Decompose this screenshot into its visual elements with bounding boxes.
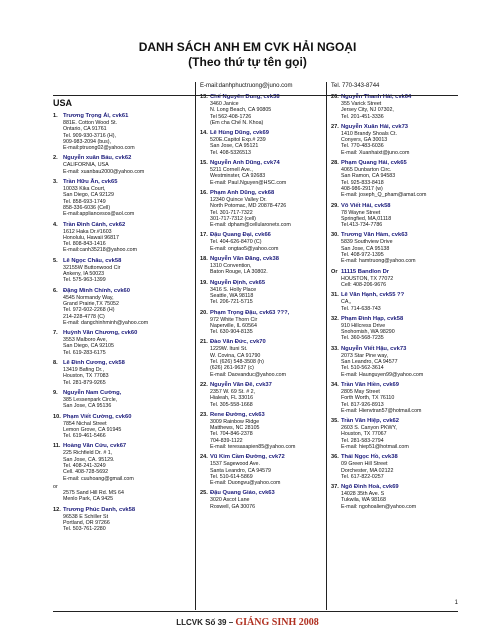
entry-line: 5211 Cornell Ave., <box>210 167 253 174</box>
entry-line: W. Covina, CA 91790 <box>210 352 261 359</box>
entry-line: Tel. 301-717-7322 <box>210 209 253 216</box>
entry-line: Tel. 281-583-2794 <box>341 437 384 444</box>
entry-line: CALIFORNIA, USA <box>63 162 109 169</box>
entry-line: Tel. 808-843-1416 <box>63 241 106 248</box>
entry-number: 29. <box>331 202 339 209</box>
entry-line: Springfied, MA,01118 <box>341 215 392 222</box>
entry-number: Or <box>331 268 338 275</box>
entry-number: 31. <box>331 292 339 299</box>
entry-line: 14028 35th Ave. S <box>341 491 385 498</box>
entry-line: Tel. 503-761-2280 <box>63 526 106 533</box>
entry-line: Tel. 510-562-3614 <box>341 365 384 372</box>
entry-line: E-mail: teresasapien85@yahoo.com <box>210 443 296 450</box>
address-entry <box>53 330 195 356</box>
section-heading-usa: USA <box>53 98 73 108</box>
entry-line: San Leandro, CA 94577 <box>341 359 398 366</box>
entry-line: Tel. 714-638-743 <box>341 305 381 312</box>
entry-line: 4065 Dunbarton Circ. <box>341 167 392 174</box>
entry-line: 32155W Buttonwood Cir <box>63 264 121 271</box>
entry-line: 881E. Cotton Wood St. <box>63 120 118 126</box>
entry-name: Trương Phúc Danh, cvk58 <box>63 506 136 513</box>
entry-number: 22. <box>200 381 208 388</box>
entry-list-2 <box>200 94 327 510</box>
entry-line: Westminster, CA 92683 <box>210 173 266 180</box>
entry-name: Nguyễn Văn Đăng, cvk38 <box>210 256 279 263</box>
entry-line: Tel. 305-558-1668 <box>210 401 253 408</box>
entry-number: 2. <box>53 155 58 162</box>
entry-line: 2805 May Street <box>341 388 380 395</box>
address-entry <box>53 155 195 175</box>
entry-line: E-mail:canh35218@yahoo.com <box>63 247 137 254</box>
entry-line: 3553 Malboro Ave, <box>63 337 108 344</box>
entry-name: Trần Văn Hiệp, cvk62 <box>341 418 399 425</box>
entry-line: E-mail: hiep51@hotmail.com <box>341 443 409 450</box>
address-entry <box>200 310 327 336</box>
entry-number: 28. <box>331 160 339 167</box>
entry-name: Phạm Trọng Đậu, cvk63 ???, <box>210 309 290 316</box>
entry-line: 5839 Southview Drive <box>341 239 393 246</box>
entry-line: 355 Varick Street <box>341 101 382 107</box>
entry-line: 3460 Janice <box>210 101 239 107</box>
entry-line: E-mail: joseph_Q_pham@amat.com <box>341 192 427 199</box>
entry-line: Hialeah, FL 33016 <box>210 395 254 402</box>
entry-line: Houston, TX 77067 <box>341 431 387 438</box>
entry-name: Phạm Quang Hải, cvk65 <box>341 160 407 167</box>
entry-line: 408-986-2917 (w) <box>341 185 383 192</box>
entry-number: 9. <box>53 389 58 396</box>
entry-line: E-mail: xuanbau2000@yahoo.com <box>63 168 145 175</box>
entry-line: E-mail: cuuhoang@gmail.com <box>63 475 134 482</box>
entry-line: Tel. 206-721-5715 <box>210 299 253 306</box>
entry-line: Matthews, NC 28105 <box>210 425 260 432</box>
entry-line: E-mail: Haunguyen99@yahoo.com <box>341 371 424 378</box>
entry-name: Đặng Minh Chính, cvk60 <box>63 287 130 294</box>
entry-line: Seattle, WA 98118 <box>210 292 254 299</box>
entry-line: 12340 Quince Valley Dr. <box>210 196 267 203</box>
address-entry <box>331 160 459 198</box>
entry-line: E-mail: Daovanduc@yahoo.com <box>210 371 287 378</box>
entry-line: Tel. 619-461-5466 <box>63 433 106 440</box>
entry-name: Nguyễn Văn Đê, cvk37 <box>210 381 272 388</box>
entry-number: 23. <box>200 411 208 418</box>
entry-line: 4545 Normandy Way, <box>63 294 114 301</box>
entry-line-alt: 2575 Sand Hill Rd. MS 64 <box>63 490 124 497</box>
entry-number: 6. <box>53 287 58 294</box>
entry-line: Tel. 201-451-3336 <box>341 113 384 120</box>
entry-name: Lê Văn Hạnh, cvk55 ?? <box>341 292 405 299</box>
entry-line: 214-228-4778 (C) <box>63 313 105 320</box>
footer-issue: LLCVK Số 39 – <box>176 618 234 627</box>
entry-line: Santa Leandro, CA 94579 <box>210 467 271 474</box>
entry-line: San Ramon, CA 94583 <box>341 173 396 180</box>
address-entry <box>200 454 327 486</box>
address-entry <box>200 256 327 276</box>
entry-number: 17. <box>200 232 208 239</box>
address-entry <box>200 339 327 377</box>
entry-line: 10033 Kika Court, <box>63 186 106 193</box>
entry-number: 36. <box>331 454 339 461</box>
entry-name: Phạm Anh Dũng, cvk68 <box>210 189 275 196</box>
entry-name: Lê Hùng Dũng, cvk69 <box>210 130 269 137</box>
entry-name: Trần Hữu Ân, cvk65 <box>63 179 118 186</box>
entry-line: 910 Hillcress Drive <box>341 322 386 329</box>
entry-name: Nguyễn xuân Báu, cvk62 <box>63 155 132 162</box>
entry-line: 225 Richfield Dr. # 1, <box>63 450 113 457</box>
entry-number: 12. <box>53 506 61 513</box>
entry-line: Tel. 408-241-3249 <box>63 462 106 469</box>
entry-line: E-mail: Paul.Nguyen@HSC.com <box>210 179 287 186</box>
entry-line: Tel. 770-483-6036 <box>341 143 384 150</box>
address-entry <box>331 94 459 120</box>
entry-line: San Jose, CA 95138 <box>341 245 390 252</box>
entry-line: 301-717-7312 (cell) <box>210 215 256 222</box>
address-entry <box>200 382 327 408</box>
or-separator: or <box>53 483 58 490</box>
entry-line: Tel. 972-602-2268 (H) <box>63 307 115 314</box>
address-entry <box>200 130 327 156</box>
entry-line: 78 Wayne Street <box>341 209 381 216</box>
entry-line: Portland, OR 97266 <box>63 520 110 527</box>
entry-line: Ankeny, IA 50023 <box>63 271 105 278</box>
entry-name: Thái Ngọc Hồ, cvk38 <box>341 454 398 461</box>
entry-name: Nguyễn Xuân Hải, cvk73 <box>341 123 409 130</box>
entry-name: 11115 Bandlon Dr <box>341 268 390 275</box>
entry-name: Nguyễn Thanh Hải, cvk64 <box>341 94 412 100</box>
address-entry <box>53 288 195 326</box>
page-number: 1 <box>454 600 458 606</box>
entry-line: E-mail: Xuanhaixt@juno.com <box>341 149 410 156</box>
address-entry <box>53 113 195 151</box>
entry-name: Nguyễn Anh Dũng, cvk74 <box>210 160 280 167</box>
entry-list-1 <box>53 113 195 533</box>
entry-line: 1410 Brandy Shoals Ct. <box>341 130 397 137</box>
entry-number: 3. <box>53 179 58 186</box>
entry-line: HOUSTON, TX 77072 <box>341 275 394 282</box>
entry-name: Trần Đình Cảnh, cvk62 <box>63 221 126 228</box>
entry-number: 19. <box>200 279 208 286</box>
entry-line: 1612 Haka Dr.#1603 <box>63 228 112 235</box>
header-rule <box>53 95 458 96</box>
address-entry <box>331 418 459 450</box>
entry-line: Tel. 408-5326513 <box>210 149 251 156</box>
entry-line: Tel. 510-614-5869 <box>210 473 253 480</box>
address-entry <box>53 222 195 254</box>
entry-line: Baton Rouge, LA 30802. <box>210 269 268 276</box>
entry-line: Naperville, IL 60564 <box>210 322 257 329</box>
entry-name: Phạm Đình Hạp, cvk58 <box>341 315 404 322</box>
entry-number: 8. <box>53 360 58 367</box>
entry-number: 37. <box>331 484 339 491</box>
footer-rule <box>53 611 458 612</box>
entry-line: Tel.413-734-7786 <box>341 222 383 229</box>
entry-number: 27. <box>331 123 339 130</box>
entry-line: North Potomac, MD 20878-4726 <box>210 203 287 210</box>
entry-number: 7. <box>53 330 58 337</box>
address-entry <box>200 94 327 126</box>
entry-number: 35. <box>331 418 339 425</box>
entry-line: San Diego, CA 92105 <box>63 343 114 350</box>
entry-line: Tel. 817-926-8913 <box>341 401 384 408</box>
entry-line: Tel 562-408-1726 <box>210 113 252 120</box>
footer <box>0 617 495 628</box>
entry-name: Võ Viết Hải, cvk58 <box>341 202 391 209</box>
address-entry <box>200 190 327 228</box>
entry-number: 34. <box>331 381 339 388</box>
address-entry <box>53 258 195 284</box>
entry-line: Tel. 281-879-9265 <box>63 379 106 386</box>
entry-line: E-mail:ptruong02@yahoo.com <box>63 145 135 152</box>
entry-line: E-mail:appliancesos@aol.com <box>63 211 135 218</box>
entry-line: 2073 Star Pine way, <box>341 352 389 359</box>
entry-name: Phạm Viết Cường, cvk60 <box>63 413 132 420</box>
page-subtitle: (Theo thứ tự tên gọi) <box>188 55 307 69</box>
entry-name: Chế Nguyên Dung, cvk38 <box>210 94 280 100</box>
entry-number: 25. <box>200 490 208 497</box>
entry-line: E-mail: ngohoalien@yahoo.com <box>341 503 417 510</box>
entry-line: Conyers, GA 30013 <box>341 137 388 144</box>
entry-line: 1537 Sagewood Ave. <box>210 461 260 468</box>
entry-line: Tel. 630-904-8135 <box>210 329 253 336</box>
entry-name: Lê Đình Cương, cvk58 <box>63 360 125 367</box>
entry-line: 1310 Convention, <box>210 263 252 270</box>
entry-line: Tel. 619-283-6175 <box>63 349 106 356</box>
entry-line: CA,, <box>341 299 352 306</box>
entry-number: 16. <box>200 189 208 196</box>
address-entry <box>331 124 459 156</box>
footer-edition: GIÁNG SINH 2008 <box>235 617 319 628</box>
entry-line: Snohomish, WA 98290 <box>341 329 395 336</box>
entry-number: 18. <box>200 256 208 263</box>
entry-line: Tel. 617-822-0257 <box>341 473 384 480</box>
entry-line: Tel. 404-626-8470 (C) <box>210 239 262 246</box>
entry-line: 3009 Rainbow Ridge <box>210 418 260 425</box>
entry-line: Dorchester, MA 02122 <box>341 467 394 474</box>
entry-name: Trương Văn Hàm, cvk63 <box>341 232 408 239</box>
entry-line: 96538 E Schiller St <box>63 513 109 520</box>
page-title: DANH SÁCH ANH EM CVK HẢI NGOẠI <box>138 40 357 54</box>
entry-line: Tel. 704-846-2378 <box>210 431 253 438</box>
entry-list-3 <box>331 94 459 510</box>
entry-name: Vũ Kim Cầm Đường, cvk72 <box>210 454 285 461</box>
entry-line: (Em cha Chế N. Khoa) <box>210 119 264 126</box>
entry-number: 11. <box>53 443 61 450</box>
entry-line: San Jose, CA 95121 <box>210 143 259 150</box>
entry-line: E-mail: dangchinhminh@yahoo.com <box>63 319 149 326</box>
entry-line: E-mail: hamtruong@yahoo.com <box>341 258 416 265</box>
column-1 <box>53 82 195 610</box>
address-entry <box>200 160 327 186</box>
entry-line: Tel. 909-930-3716 (H), <box>63 132 116 139</box>
entry-number: 4. <box>53 221 58 228</box>
entry-number: 20. <box>200 309 208 316</box>
entry-number: 5. <box>53 257 58 264</box>
entry-line-alt: Menlo Park, CA 9425 <box>63 496 114 503</box>
entry-number: 21. <box>200 339 208 346</box>
entry-line: 520E.Capitol Exp.# 239 <box>210 137 266 144</box>
entry-line: Tel. 858-693-1749 <box>63 198 106 205</box>
entry-line: 7854 Nichal Street <box>63 420 107 427</box>
entry-line: E-mail: dpham@cellularonetx.com <box>210 222 291 229</box>
entry-name: Đậu Quang Giáo, cvk63 <box>210 490 275 497</box>
address-entry <box>331 484 459 510</box>
entry-line: Cell: 408-206-9676 <box>341 281 387 288</box>
address-entry <box>331 269 459 289</box>
entry-number: 32. <box>331 315 339 322</box>
entry-line: 13419 Bafing Dr., <box>63 367 104 374</box>
entry-name: Hoàng Văn Cửu, cvk67 <box>63 443 127 450</box>
address-entry <box>53 179 195 217</box>
column-3 <box>326 82 459 610</box>
col2-top-email: E-mail:danhphuctruong@juno.com <box>200 83 293 89</box>
entry-line: Houston, TX 77083 <box>63 373 109 380</box>
address-entry <box>331 346 459 378</box>
address-entry <box>331 203 459 229</box>
address-entry <box>53 507 195 533</box>
entry-line: 2357 W. 69 St. # 2, <box>210 388 256 395</box>
entry-number: 14. <box>200 130 208 137</box>
address-entry <box>53 360 195 386</box>
entry-line: Tel. (626) 548-3508 (h) <box>210 359 264 366</box>
entry-name: Nguyễn Nam Cường, <box>63 389 122 396</box>
entry-line: 385 Lessenpark Circle, <box>63 396 118 403</box>
entry-line: 972 White Thorn Cir <box>210 316 258 323</box>
address-entry <box>331 382 459 414</box>
entry-line: Tel. 360-568-7235 <box>341 335 384 342</box>
entry-name: Nguyễn Viết Hậu, cvk73 <box>341 345 407 352</box>
entry-line: Roswell, GA 30076 <box>210 503 256 510</box>
entry-line: 3020 Ascot Lane <box>210 497 250 504</box>
entry-line: (626) 261-9637 (c) <box>210 365 254 372</box>
entry-line: San Diego, CA 92129 <box>63 192 114 199</box>
address-entry <box>331 232 459 264</box>
entry-line: Forth Worth, TX 76110 <box>341 395 395 402</box>
entry-line: Lemon Grove, CA 91945 <box>63 426 122 433</box>
entry-line: 09 Green Hill Street <box>341 461 388 468</box>
entry-line: 1229W. Ituni St. <box>210 346 248 353</box>
col3-top-tel: Tel. 770-343-8744 <box>331 83 380 89</box>
entry-name: Đậu Quang Đại, cvk66 <box>210 232 271 239</box>
entry-line: 3416 S. Holly Place <box>210 286 257 293</box>
entry-line: San Jose, CA 95136 <box>63 403 112 410</box>
column-2 <box>195 82 327 610</box>
entry-number: 15. <box>200 160 208 167</box>
entry-name: Lê Ngọc Châu, cvk58 <box>63 257 122 264</box>
address-entry <box>331 316 459 342</box>
entry-line: E-mail: ongtao5@yahoo.com <box>210 245 279 252</box>
address-entry <box>200 412 327 450</box>
entry-line: Tel. 575-963-1399 <box>63 277 106 284</box>
entry-line: 704-839-1122 <box>210 437 243 444</box>
entry-name: Trần Văn Hiền, cvk69 <box>341 381 399 388</box>
entry-line: 2603 S. Canyon PKWY, <box>341 425 397 432</box>
entry-name: Trương Trọng Ái, cvk61 <box>63 113 129 119</box>
entry-name: Đào Văn Đức, cvk70 <box>210 339 266 346</box>
entry-number: 24. <box>200 454 208 461</box>
entry-name: Ngô Đình Hoà, cvk69 <box>341 484 399 491</box>
entry-number: 10. <box>53 413 61 420</box>
entry-number: 26. <box>331 94 339 100</box>
entry-line: 858-336-6036 (Cell) <box>63 204 111 211</box>
address-entry <box>200 280 327 306</box>
entry-line: Jersey City, NJ 07302, <box>341 107 394 114</box>
address-entry <box>53 443 195 502</box>
address-entry <box>53 390 195 410</box>
entry-name: Rene Đường, cvk63 <box>210 411 265 418</box>
entry-line: N. Long Beach, CA 90805 <box>210 107 272 114</box>
entry-line: E-mail: Duongvu@yahoo.com <box>210 480 281 487</box>
address-entry <box>53 414 195 440</box>
address-entry <box>331 454 459 480</box>
entry-line: Ontario, CA 91761 <box>63 126 107 133</box>
entry-number: 13. <box>200 94 208 100</box>
entry-line: Tel. 408-972-1395 <box>341 252 384 259</box>
address-entry <box>331 292 459 312</box>
entry-line: E-mail: Hienvtran57@hotmail.com <box>341 407 422 414</box>
entry-number: 30. <box>331 232 339 239</box>
entry-line: Tukwila, WA 98168 <box>341 497 386 504</box>
entry-name: Nguyễn Định, cvk65 <box>210 279 266 286</box>
entry-number: 33. <box>331 345 339 352</box>
entry-line: Grand Prairie,TX 75052 <box>63 300 119 307</box>
address-entry <box>200 490 327 510</box>
entry-line: Tel. 925-833-8418 <box>341 179 384 186</box>
entry-line: 909-983-2094 (bus), <box>63 138 111 145</box>
entry-line: Honolulu, Hawaii 96817 <box>63 234 119 241</box>
entry-line: Cell. 408-728-5692 <box>63 469 109 476</box>
entry-number: 1. <box>53 113 58 119</box>
entry-name: Huỳnh Văn Chương, cvk60 <box>63 330 138 337</box>
address-entry <box>200 232 327 252</box>
entry-line: San Jose, CA. 95129. <box>63 456 115 463</box>
